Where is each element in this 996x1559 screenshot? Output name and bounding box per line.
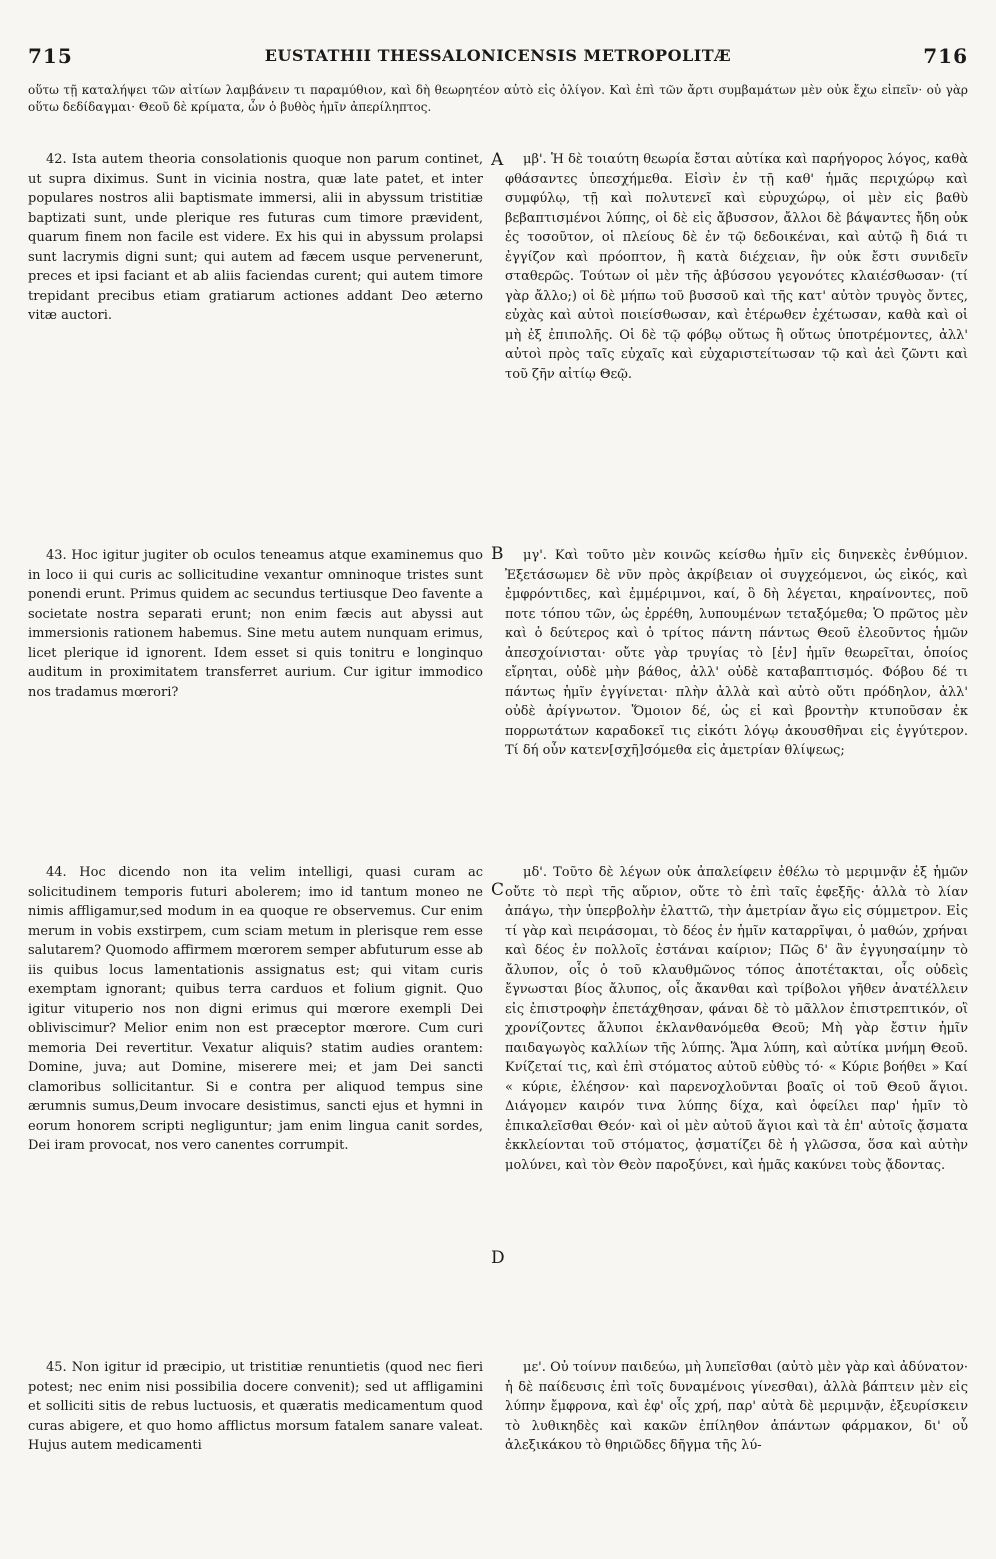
right-page-number: 716: [923, 44, 968, 68]
greek-text: μβ'. Ἡ δὲ τοιαύτη θεωρία ἔσται αὐτίκα καὶ παρήγορος λόγος, καθὰ φθάσαντες ὑπεσχήμεθα. Εἰσὶν ἐν τῇ καθ' ἡμᾶς περιχώρῳ καὶ συμφύλῳ, τῇ καὶ πολυτενεῖ καὶ εὐρυχώρῳ, οἱ μὲν εἰς βαθὺ βεβαπτισμένοι λύπης, οἱ δὲ εἰς ἄβυσσον, ἄλλοι δὲ βάψαντες ἤδη οὐκ ἐς τοσοῦτον, οἱ πλείους δὲ ἐν τῷ δεδοικέναι, καὶ αὐτῷ ἢ διά τι ἐγγίζον καὶ πρόοπτον, ἢ κατὰ διέχειαν, ἣν οὐκ ἔστι συνιδεῖν σταθερῶς. Τούτων οἱ μὲν τῆς ἀβύσσου γεγονότες κλαιέσθωσαν· (τί γὰρ ἄλλο;) οἱ δὲ μήπω τοῦ βυσσοῦ καὶ τῆς κατ' αὐτὸν τρυγὸς ὄντες, εὐχὰς καὶ αὐτοὶ ποιείσθωσαν, καὶ ἑτέρωθεν ἐχέτωσαν, καθὰ καὶ οἱ μὴ ἐξ ἐπιπολῆς. Οἱ δὲ τῷ φόβῳ οὕτως ἢ οὕτως ὑποτρέμοντες, ἀλλ' αὐτοὶ πρὸς ταῖς εὐχαῖς καὶ εὐχαριστείτωσαν τῷ καὶ ἀεὶ ζῶντι καὶ τοῦ ζῆν αἰτίῳ Θεῷ.: [505, 152, 968, 382]
greek-text: μδ'. Τοῦτο δὲ λέγων οὐκ ἀπαλείφειν ἐθέλω τὸ μεριμνᾷν ἐξ ἡμῶν οὔτε τὸ περὶ τῆς αὔριον, οὔτε τὸ ἐπὶ ταῖς ἐφεξῆς· ἀλλὰ τὸ λίαν ἀπάγω, τὴν ὑπερβολὴν ἐλαττῶ, τὴν ἀμετρίαν ἄγω εἰς σύμμετρον. Εἰς τί γὰρ καὶ πειράσομαι, τὸ δέος ἐν ἡμῖν καταρρῖψαι, ὁ μαθών, χρήναι καὶ δέος ἐν πολλοῖς ἐστάναι καίριον; Πῶς δ' ἂν ἐγγυησαίμην τὸ ἄλυπον, οἷς ὁ τοῦ κλαυθμῶνος τόπος ἀποτέτακται, οἷς οὐδεὶς ἔγνωσται βίος ἄλυπος, οἷς ἄκανθαι καὶ τρίβολοι γῆθεν ἀνατέλλειν εἰς ἐπιστροφὴν ἐπετάχθησαν, φάναι δὲ τὸ μᾶλλον ἐπιστρεπτικόν, οἳ χρονίζοντες ἄλυποι ἐκλανθανόμεθα Θεοῦ; Μὴ γὰρ ἔστιν ἡμῖν παιδαγωγὸς καλλίων τῆς λύπης. Ἅμα λύπη, καὶ αὐτίκα μνήμη Θεοῦ. Κνίζεταί τις, καὶ ἐπὶ στόματος αὐτοῦ εὐθὺς τό· « Κύριε βοήθει » Καί « κύριε, ἐλέησον· καὶ παρενοχλοῦνται βοαῖς οἱ τοῦ Θεοῦ ἅγιοι. Διάγομεν καιρόν τινα λύπης δίχα, καὶ ὀφείλει παρ' ἡμῖν τὸ ἐπικαλεῖσθαι Θεόν· καὶ οἱ μὲν αὐτοῦ ἅγιοι καὶ τὰ ἐπ' αὐτοῖς ᾄσματα ἐκκλείονται τοῦ στόματος, ᾀσματίζει δὲ ἡ γλῶσσα, ὅσα καὶ αὐτὴν μολύνει, καὶ τὸν Θεὸν παροξύνει, καὶ ἡμᾶς κακύνει τοὺς ᾄδοντας.: [505, 865, 968, 1173]
latin-paragraph-42: [28, 150, 483, 326]
margin-letter-d: D: [491, 1248, 505, 1268]
left-page-number: 715: [28, 44, 73, 68]
greek-text: με'. Οὐ τοίνυν παιδεύω, μὴ λυπεῖσθαι (αὐτὸ μὲν γὰρ καὶ ἀδύνατον· ἡ δὲ παίδευσις ἐπὶ τοῖς δυναμένοις γίνεσθαι), ἀλλὰ βάπτειν μὲν εἰς λύπην ἔμφρονα, καὶ ἐφ' οἷς χρή, παρ' αὐτὰ δὲ μεριμνᾷν, ἐξευρίσκειν τὸ λυθικηδὲς καὶ κακῶν ἐπίληθον ἁπάντων φάρμακον, δι' οὗ ἀλεξικάκου τὸ θηριῶδες δῆγμα τῆς λύ-: [505, 1360, 968, 1453]
latin-text: 43. Hoc igitur jugiter ob oculos teneamus atque examinemus quo in loco ii qui curis ac sollicitudine vexantur omninoque tristes sunt ponendi erunt. Primus quidem ac secundus tertiusque Deo favente a societate nostra separati erunt; non enim fæcis aut abyssi aut immersionis rationem habemus. Sine metu autem nunquam erimus, licet plerique id ignorent. Idem esset si quis tonitru e longinquo auditum in proximitatem transferret aurium. Cur igitur immodico nos tradamus mœrori?: [28, 548, 483, 700]
page: [28, 38, 968, 1528]
greek-paragraph-42: [505, 150, 968, 384]
latin-paragraph-44: [28, 863, 483, 1156]
greek-paragraph-45: [505, 1358, 968, 1456]
margin-letter-b: B: [491, 544, 504, 564]
latin-text: 45. Non igitur id præcipio, ut tristitiæ renuntietis (quod nec fieri potest; nec enim nisi possibilia docere convenit); sed ut affligamini et solliciti sitis de rebus luctuosis, et quæratis medicamentum quod curas abigere, et quo homo afflictus morsum fatalem sanare valeat. Hujus autem medicamenti: [28, 1360, 483, 1453]
intro-greek-text: οὕτω τῇ καταλήψει τῶν αἰτίων λαμβάνειν τι παραμύθιον, καὶ δὴ θεωρητέον αὐτὸ εἰς ὀλίγον. Καὶ ἐπὶ τῶν ἄρτι συμβαμάτων μὲν οὐκ ἔχω εἰπεῖν· οὐ γὰρ οὕτω δεδίδαγμαι· Θεοῦ δὲ κρίματα, ὧν ὁ βυθὸς ἡμῖν ἀπερίληπτος.: [28, 83, 968, 114]
greek-paragraph-43: [505, 546, 968, 761]
running-header: [28, 38, 968, 74]
running-title: EUSTATHII THESSALONICENSIS METROPOLITÆ: [264, 46, 732, 65]
greek-paragraph-44: [505, 863, 968, 1175]
margin-letter-a: A: [491, 150, 504, 170]
margin-letter-c: C: [491, 880, 505, 900]
latin-text: 42. Ista autem theoria consolationis quoque non parum continet, ut supra diximus. Sunt in vicinia nostra, quæ late patet, et inter populares nostros alii baptismate immersi, alii in abyssum tristitiæ baptizati sunt, unde plerique res futuras cum timore prævident, quarum finem non facile est videre. Ex his qui in abyssum prolapsi sunt lacrymis digni sunt; qui autem ad fæcem usque pervenerunt, preces et ipsi faciant et ab aliis faciendas curent; qui autem timore trepidant precibus etiam gratiarum actiones addant Deo æterno vitæ auctori.: [28, 152, 483, 323]
latin-paragraph-45: [28, 1358, 483, 1456]
latin-text: 44. Hoc dicendo non ita velim intelligi, quasi curam ac solicitudinem temporis futuri abolerem; imo id tantum moneo ne nimis affligamur,sed modum in ea quoque re observemus. Cur enim merum in vobis exstirpem, cum sciam metum in plerisque rem esse salutarem? Quomodo affirmem mœrorem semper abfuturum esse ab iis quibus locus lamentationis assignatus est; qui vitam curis exemptam ignorant; quibus terra carduos et folium gignit. Quo igitur vituperio nos non digni erimus qui mœrore exempli Dei obliviscimur? Melior enim non est præceptor mœrore. Cum curi memoria Dei revertitur. Vexatur aliquis? statim audies orantem: Domine, juva; aut Domine, miserere mei; et jam Dei sancti clamoribus sollicitantur. Si e contra per aliquod tempus sine ærumnis sumus,Deum invocare desistimus, sancti ejus et hymni in eorum honorem scripti negliguntur; jam enim lingua canit sordes, Dei iram provocat, nos vero canentes corrumpit.: [28, 865, 483, 1153]
latin-paragraph-43: [28, 546, 483, 702]
greek-text: μγ'. Καὶ τοῦτο μὲν κοινῶς κείσθω ἡμῖν εἰς διηνεκὲς ἐνθύμιον. Ἐξετάσωμεν δὲ νῦν πρὸς ἀκρίβειαν οἱ συγχεόμενοι, ὡς εἰκός, καὶ ἐμφρόντιδες, καὶ ἐμμέριμνοι, καί, ὃ δὴ λέγεται, κηραίνοντες, ποῦ ποτε τόπου τῶν, ὡς ἐρρέθη, λυπουμένων τεταξόμεθα; Ὁ πρῶτος μὲν καὶ ὁ δεύτερος καὶ ὁ τρίτος πάντη πάντως Θεοῦ ἐλεοῦντος ἡμῶν ἀπεσχοίνισται· οὔτε γὰρ τρυγίας τὸ [ἐν] ἡμῖν θεωρεῖται, ὁποίος εἴρηται, οὐδὲ μὴν βάθος, ἀλλ' οὐδὲ καταβαπτισμός. Φόβου δέ τι πάντως ἡμῖν ἐγγίνεται· πλὴν ἀλλὰ καὶ αὐτὸ οὔτι πρόδηλον, ἀλλ' οὐδὲ ἀρίγνωτον. Ὅμοιον δέ, ὡς εἰ καὶ βροντὴν κτυποῦσαν ἐκ πορρωτάτων καραδοκεῖ τις εἰκότι λόγῳ ἀκουσθῆναι εἰς ἐγγύτερον. Τί δή οὖν κατεν[σχῆ]σόμεθα εἰς ἀμετρίαν θλίψεως;: [505, 548, 968, 758]
